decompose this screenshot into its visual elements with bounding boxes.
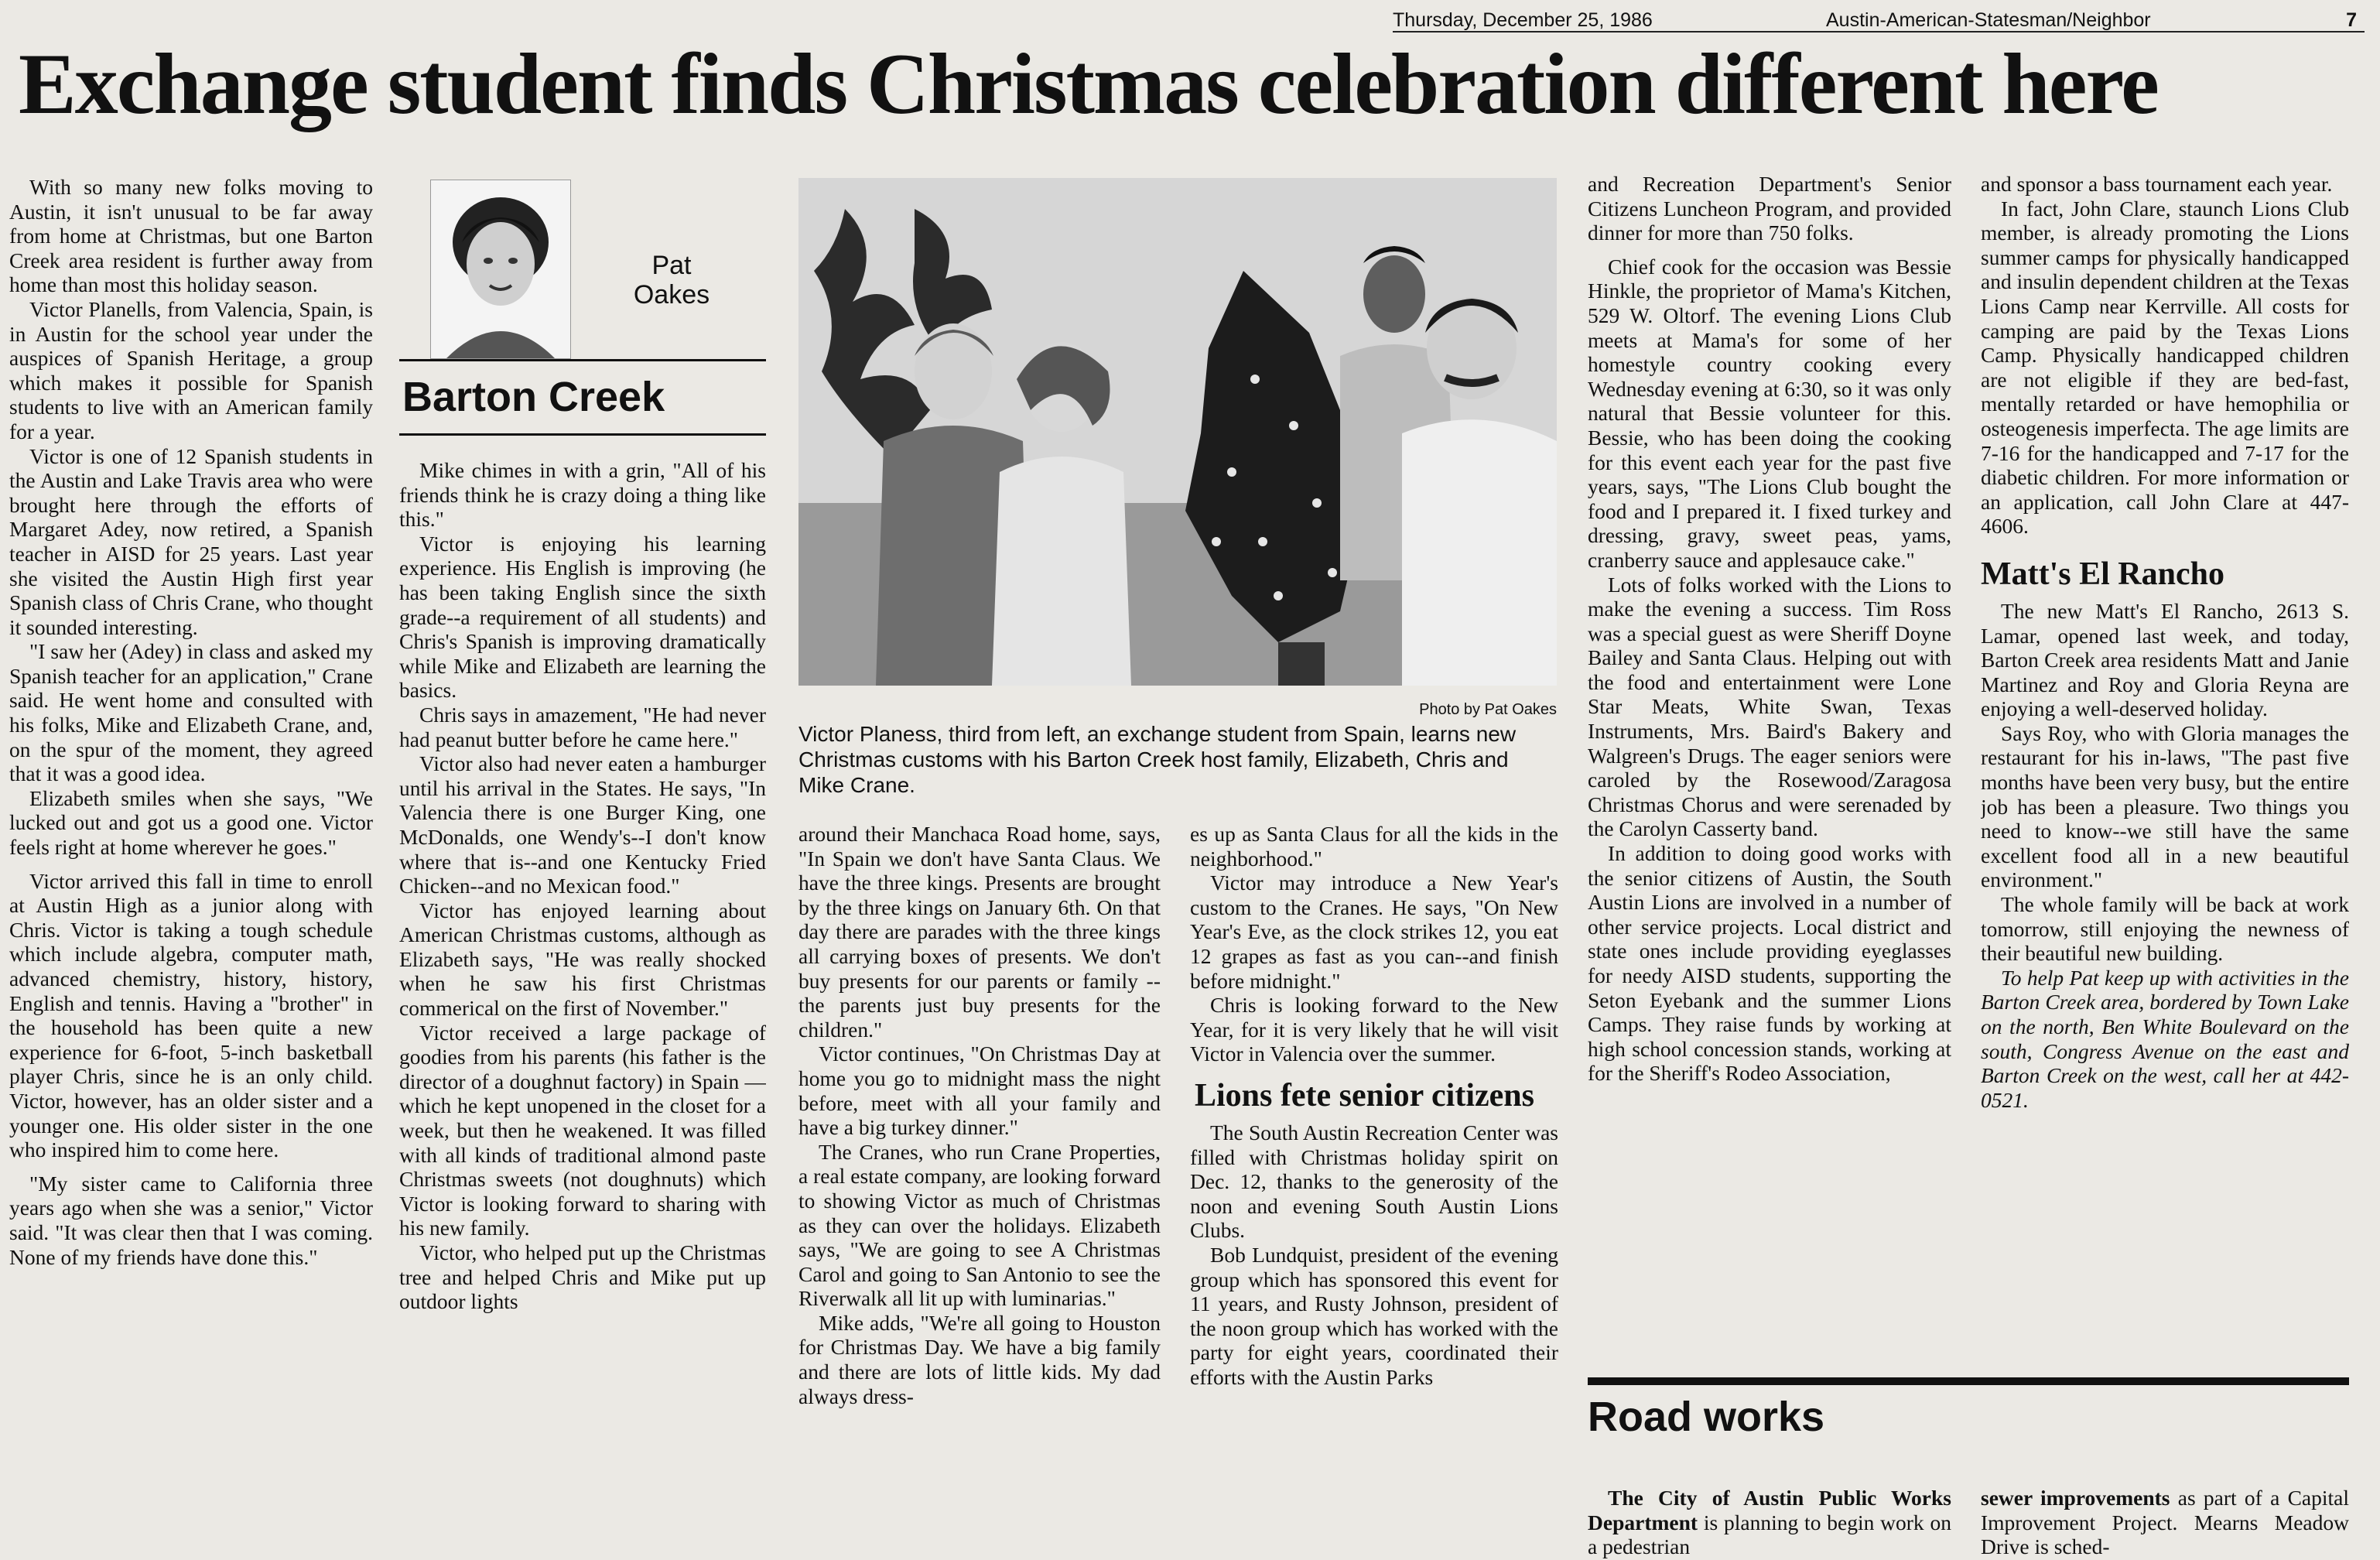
text-run: as part of a Capital Improvement Project. Mearns Meadow Drive is sched- [1981,1486,2349,1559]
paragraph: Lots of folks worked with the Lions to make the evening a success. Tim Ross was a special guest as were Sheriff Doyne Bailey and Santa Claus. Helping out with the food and entertainment were Lone Star Meats, White Swan, Texas Instruments, Mrs. Baird's Bakery and Walgreen's Drugs. The eager seniors were caroled by the Rosewood/Zaragosa Christmas Chorus and were serenaded by the Carolyn Casserty band. [1588,572,1951,841]
bold-lead: sewer improvements [1981,1486,2170,1510]
column-signature [399,173,766,452]
section-title-road-works: Road works [1588,1394,1825,1440]
paragraph: and sponsor a bass tournament each year. [1981,172,2333,196]
paragraph: "My sister came to California three years ago when she was a senior," Victor said. "It was clear then that I was coming. None of my friends have done this." [9,1171,373,1269]
road-works-column-2 [1981,1486,2349,1560]
paragraph: The whole family will be back at work tomorrow, still enjoying the newness of their beautiful new building. [1981,892,2349,966]
photo-credit: Photo by Pat Oakes [1419,701,1557,718]
divider [399,359,766,361]
paragraph: Elizabeth smiles when she says, "We lucked out and got us a good one. Victor feels right at home wherever he goes." [9,785,373,860]
paragraph: Victor is one of 12 Spanish students in the Austin and Lake Travis area who were brought here through the efforts of Margaret Adey, now retired, a Spanish teacher in AISD for 25 years. Last year she visited the Austin High first year Spanish class of Chris Crane, who thought it sounded interesting. [9,443,373,639]
paragraph: Victor received a large package of goodies from his parents (his father is the director of a doughnut factory) in Spain — which he kept unopened in the closet for a week, but then he weakened. It was filled with all kinds of traditional almond paste Christmas sweets (not doughnuts) which Victor is looking forward to sharing with his new family. [399,1020,766,1240]
paragraph: Mike chimes in with a grin, "All of his friends think he is crazy doing a thing like this." [399,458,766,532]
paragraph [1588,1486,1951,1559]
paragraph: The new Matt's El Rancho, 2613 S. Lamar, opened last week, and today, Barton Creek area residents Matt and Janie Martinez and Roy and Gloria Reyna are enjoying a well-deserved holiday. [1981,598,2349,721]
text-run: is planning to begin work on a pedestrian [1588,1510,1951,1559]
paragraph: es up as Santa Claus for all the kids in the neighborhood." [1190,822,1558,871]
photo-illustration [798,178,1557,686]
column-title: Barton Creek [402,374,665,420]
article-column-2 [399,458,766,1560]
paragraph: In addition to doing good works with the senior citizens of Austin, the South Austin Lions are involved in a number of other service projects. Local district and state ones include providing eyeglasses for needy AISD students, supporting the Seton Eyebank and the summer Lions Camps. They raise funds by working at high school concession stands, working at for the Sheriff's Rodeo Association, [1588,841,1951,1086]
paragraph: Chris says in amazement, "He had never had peanut butter before he came here." [399,702,766,751]
paragraph: Victor also had never eaten a hamburger until his arrival in the States. He says, "In Valencia there is one Burger King, one McDonalds, one Wendy's--I don't know where that is--and one Kentucky Fried Chicken--and no Mexican food." [399,751,766,898]
section-rule [1588,1377,2349,1385]
article-column-4 [1190,822,1558,1560]
paragraph: Chris is looking forward to the New Year, for it is very likely that he will visit Victor in Valencia over the summer. [1190,993,1558,1066]
article-column-5 [1588,172,1951,1348]
paragraph: Victor, who helped put up the Christmas tree and helped Chris and Mike put up outdoor lights [399,1240,766,1314]
article-column-1 [9,175,373,1560]
paragraph [1981,1486,2349,1559]
subhead-lions: Lions fete senior citizens [1195,1077,1534,1114]
paragraph: Victor has enjoyed learning about American Christmas customs, although as Elizabeth says, "He was really shocked when he saw his first Christmas commerical on the first of November." [399,898,766,1021]
author-name: Pat Oakes [633,251,710,310]
headline: Exchange student finds Christmas celebration different here [19,36,2158,132]
article-column-6 [1981,172,2349,1348]
paragraph: Victor may introduce a New Year's custom to the Cranes. He says, "On New Year's Eve, as the clock strikes 12, you eat 12 grapes as fast as you can--and finish before midnight." [1190,871,1558,993]
paragraph: Says Roy, who with Gloria manages the restaurant for his in-laws, "The past five months have been very busy, but the entire job has been a pleasure. Two things you need to know--we still have the same excellent food all in a new beautiful environment." [1981,720,2349,892]
paragraph: In fact, John Clare, staunch Lions Club member, is already promoting the Lions summer camps for physically handicapped and insulin dependent children at the Texas Lions Camp near Kerrville. All costs for camping are paid by the Texas Lions Camp. Physically handicapped children are not eligible if they are bed-fast, mentally retarded or have hemophilia or osteogenesis imperfecta. The age limits are 7-16 for the handicapped and 7-17 for the diabetic children. For more information or an application, call John Clare at 447-4606. [1981,196,2349,539]
news-photo [798,178,1557,686]
paragraph: Victor arrived this fall in time to enroll at Austin High as a junior along with Chris. Victor is taking a tough schedule which include algebra, computer math, advanced chemistry, history, history, English and tennis. Having a "brother" in the household has been quite a new experience for 6-foot, 5-inch basketball player Chris, since he is an only child. Victor, however, has an older sister and a younger one. His older sister in the one who inspired him to come here. [9,868,373,1162]
paragraph: Mike adds, "We're all going to Houston for Christmas Day. We have a big family and there are lots of little kids. My dad always dress- [798,1310,1161,1408]
paragraph: The Cranes, who run Crane Properties, a real estate company, are looking forward to showing Victor as much of Christmas as they can over the holidays. Elizabeth says, "We are going to see A Christmas Carol and going to San Antonio to see the Riverwalk all lit up with luminarias." [798,1139,1161,1311]
masthead [1393,6,2365,37]
paragraph: Victor is enjoying his learning experience. His English is improving (he has been taking English since the sixth grade--a requirement of all students) and Chris's Spanish is improving dramatically while Mike and Elizabeth are learning the basics. [399,531,766,703]
paragraph: and Recreation Department's Senior Citizens Luncheon Program, and provided dinner for more than 750 folks. [1588,172,1951,245]
bold-lead: The City of Austin Public Works Department [1588,1486,1951,1534]
page-number: 7 [2346,9,2357,31]
paragraph: Victor continues, "On Christmas Day at home you go to midnight mass the night before, meet with all your family and have a big turkey dinner." [798,1042,1161,1140]
paragraph: With so many new folks moving to Austin, it isn't unusual to be far away from home at Christmas, but one Barton Creek area resident is further away from home than most this holiday season. [9,175,373,297]
article-column-3 [798,822,1161,1560]
issue-date: Thursday, December 25, 1986 [1393,9,1653,31]
paragraph: "I saw her (Adey) in class and asked my Spanish teacher for an application," Crane said. He went home and consulted with his folks, Mike and Elizabeth Crane, and, on the spur of the moment, they agreed that it was a good idea. [9,639,373,786]
paragraph: Victor Planells, from Valencia, Spain, is in Austin for the school year under the auspices of Spanish Heritage, a group which makes it possible for Spanish students to live with an American family for a year. [9,296,373,443]
road-works-column-1 [1588,1486,1951,1560]
author-portrait [430,180,571,359]
subhead-matts: Matt's El Rancho [1981,556,2224,592]
paragraph: Bob Lundquist, president of the evening group which has sponsored this event for 11 years, and Rusty Johnson, president of the noon group which has worked with the party for eight years, coordinated their efforts with the Austin Parks [1190,1242,1558,1389]
paragraph: Chief cook for the occasion was Bessie Hinkle, the proprietor of Mama's Kitchen, 529 W. Oltorf. The evening Lions Club meets at Mama's for some of her homestyle country cooking every Wednesday evening at 6:30, so it was only natural that Bessie volunteer for this. Bessie, who has been doing the cooking for this event each year for the past five years, says, "The Lions Club bought the food and I prepared it. I fixed turkey and dressing, gravy, sweet peas, yams, cranberry sauce and applesauce cake." [1588,254,1951,572]
paragraph: around their Manchaca Road home, says, "In Spain we don't have Santa Claus. We have the three kings. Presents are brought by the three kings on January 6th. On that day there are parades with the three kings all carrying boxes of presents. We don't buy presents for our parents or family --the parents just buy presents for the children." [798,822,1161,1042]
photo-caption: Victor Planess, third from left, an exchange student from Spain, learns new Christmas customs with his Barton Creek host family, Elizabeth, Chris and Mike Crane. [798,722,1517,797]
divider [399,433,766,436]
contact-note: To help Pat keep up with activities in the Barton Creek area, bordered by Town Lake on the north, Ben White Boulevard on the south, Congress Avenue on the east and Barton Creek on the west, call her at 442-0521. [1981,965,2349,1112]
paragraph: The South Austin Recreation Center was filled with Christmas holiday spirit on Dec. 12, thanks to the generosity of the noon and evening South Austin Lions Clubs. [1190,1120,1558,1243]
publication-name: Austin-American-Statesman/Neighbor [1826,9,2151,31]
portrait-illustration [431,180,570,358]
masthead-rule [1393,31,2365,32]
